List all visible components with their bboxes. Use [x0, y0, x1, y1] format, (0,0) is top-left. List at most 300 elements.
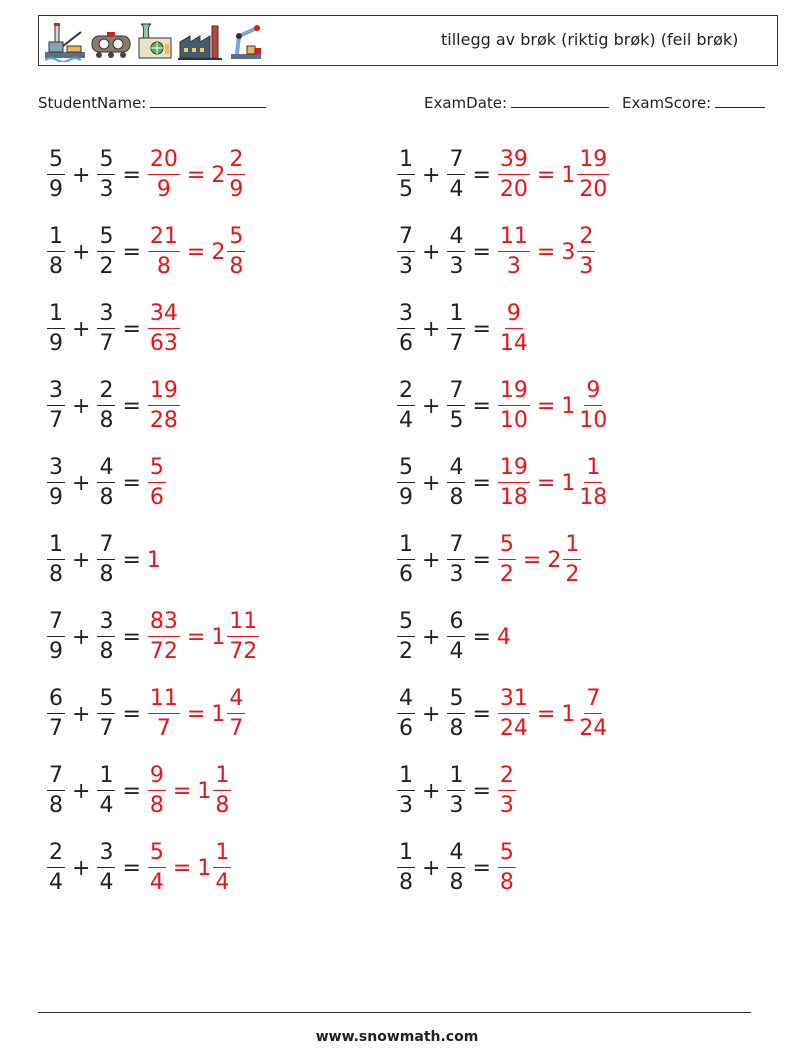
denominator: 4: [449, 177, 464, 202]
numerator: 5: [47, 149, 65, 175]
answer-fraction: [148, 226, 180, 278]
problem-row: [396, 217, 596, 287]
plus-sign: +: [72, 701, 91, 727]
denominator: 20: [579, 177, 608, 202]
plus-sign: +: [72, 778, 91, 804]
numerator: 19: [498, 380, 530, 406]
denominator: 3: [449, 254, 464, 279]
answer: [147, 149, 246, 201]
numerator: 11: [227, 611, 259, 637]
numerator: 2: [397, 380, 415, 406]
answer-equals-sign: =: [536, 239, 556, 265]
numerator: 2: [498, 765, 516, 791]
denominator: 18: [579, 485, 608, 510]
mixed-fraction: [577, 688, 609, 740]
numerator: 1: [47, 303, 65, 329]
numerator: 31: [498, 688, 530, 714]
plus-sign: +: [72, 316, 91, 342]
numerator: 3: [97, 611, 115, 637]
numerator: 7: [397, 226, 415, 252]
denominator: 6: [149, 485, 164, 510]
answer-fraction: [148, 611, 180, 663]
fraction-a: [397, 534, 415, 586]
denominator: 9: [229, 177, 244, 202]
mixed-fraction: [577, 226, 595, 278]
mixed-fraction: [227, 688, 245, 740]
answer-integer: 4: [496, 624, 511, 650]
numerator: 83: [148, 611, 180, 637]
tank-train-icon: [90, 20, 132, 62]
equals-sign: =: [122, 547, 141, 573]
denominator: 10: [579, 408, 608, 433]
denominator: 2: [399, 639, 413, 664]
numerator: 7: [584, 688, 602, 714]
mixed-fraction: [227, 149, 245, 201]
student-name-blank[interactable]: [150, 93, 266, 108]
denominator: 18: [499, 485, 528, 510]
fraction-b: [447, 380, 465, 432]
numerator: 5: [397, 611, 415, 637]
fraction-b: [97, 380, 115, 432]
numerator: 7: [47, 611, 65, 637]
problem-row: [396, 679, 610, 749]
numerator: 4: [397, 688, 415, 714]
fraction-b: [447, 688, 465, 740]
numerator: 2: [47, 842, 65, 868]
numerator: 5: [97, 688, 115, 714]
equals-sign: =: [472, 239, 491, 265]
answer-equals-sign: =: [522, 547, 542, 573]
fraction-a: [47, 149, 65, 201]
denominator: 8: [449, 870, 464, 895]
fraction-a: [397, 303, 415, 355]
plus-sign: +: [422, 624, 441, 650]
numerator: 34: [148, 303, 180, 329]
equals-sign: =: [122, 778, 141, 804]
numerator: 1: [397, 765, 415, 791]
numerator: 3: [97, 303, 115, 329]
answer: [147, 548, 161, 573]
numerator: 9: [148, 765, 166, 791]
numerator: 9: [584, 380, 602, 406]
mixed-whole: 1: [561, 470, 576, 496]
numerator: 9: [505, 303, 523, 329]
problem-row: [396, 833, 517, 903]
plus-sign: +: [72, 470, 91, 496]
answer-fraction: [498, 688, 530, 740]
fraction-b: [447, 534, 465, 586]
numerator: 1: [97, 765, 115, 791]
numerator: 1: [213, 765, 231, 791]
denominator: 9: [156, 177, 171, 202]
fraction-b: [97, 842, 115, 894]
denominator: 8: [99, 562, 114, 587]
plus-sign: +: [72, 393, 91, 419]
denominator: 2: [99, 254, 114, 279]
mixed-whole: 1: [197, 855, 212, 881]
equals-sign: =: [472, 393, 491, 419]
denominator: 4: [49, 870, 63, 895]
numerator: 5: [498, 534, 516, 560]
answer-fraction: [148, 303, 180, 355]
answer-fraction: [148, 765, 166, 817]
equals-sign: =: [122, 393, 141, 419]
exam-date-blank[interactable]: [511, 93, 609, 108]
equals-sign: =: [122, 470, 141, 496]
fraction-a: [47, 765, 65, 817]
denominator: 8: [149, 793, 164, 818]
fraction-a: [47, 226, 65, 278]
fraction-a: [47, 303, 65, 355]
numerator: 6: [47, 688, 65, 714]
denominator: 72: [229, 639, 258, 664]
denominator: 2: [565, 562, 580, 587]
numerator: 1: [397, 534, 415, 560]
equals-sign: =: [122, 701, 141, 727]
denominator: 6: [399, 716, 413, 741]
plus-sign: +: [72, 855, 91, 881]
fraction-b: [447, 842, 465, 894]
denominator: 24: [499, 716, 528, 741]
mixed-whole: 2: [211, 239, 226, 265]
problem-row: [46, 833, 232, 903]
answer: [497, 149, 610, 201]
denominator: 63: [149, 331, 178, 356]
numerator: 21: [148, 226, 180, 252]
numerator: 1: [397, 842, 415, 868]
footer-url: www.snowmath.com: [315, 1029, 479, 1045]
mixed-whole: 3: [561, 239, 576, 265]
fraction-a: [47, 611, 65, 663]
numerator: 7: [47, 765, 65, 791]
answer-fraction: [148, 842, 166, 894]
equals-sign: =: [122, 855, 141, 881]
worksheet-title: tillegg av brøk (riktig brøk) (feil brøk): [441, 30, 739, 49]
equals-sign: =: [122, 162, 141, 188]
denominator: 8: [215, 793, 230, 818]
fraction-a: [397, 688, 415, 740]
denominator: 8: [499, 870, 514, 895]
answer-equals-sign: =: [172, 778, 192, 804]
answer: [497, 303, 531, 355]
numerator: 7: [447, 534, 465, 560]
plus-sign: +: [422, 547, 441, 573]
denominator: 4: [449, 639, 464, 664]
numerator: 11: [148, 688, 180, 714]
denominator: 7: [49, 716, 63, 741]
mixed-fraction: [227, 226, 245, 278]
problem-row: [396, 448, 610, 518]
numerator: 1: [397, 149, 415, 175]
denominator: 7: [449, 331, 464, 356]
denominator: 3: [499, 793, 514, 818]
denominator: 7: [99, 716, 114, 741]
denominator: 3: [506, 254, 521, 279]
numerator: 5: [97, 226, 115, 252]
mixed-fraction: [577, 457, 609, 509]
answer: [497, 688, 610, 740]
plus-sign: +: [422, 239, 441, 265]
denominator: 5: [399, 177, 413, 202]
fraction-b: [447, 765, 465, 817]
denominator: 3: [399, 793, 413, 818]
problem-row: [396, 756, 517, 826]
fraction-b: [97, 457, 115, 509]
denominator: 8: [229, 254, 244, 279]
fraction-a: [47, 842, 65, 894]
numerator: 20: [148, 149, 180, 175]
numerator: 4: [447, 842, 465, 868]
answer-fraction: [148, 688, 180, 740]
mixed-whole: 1: [561, 701, 576, 727]
denominator: 28: [149, 408, 178, 433]
fraction-a: [397, 842, 415, 894]
denominator: 8: [49, 793, 63, 818]
power-plant-icon: [135, 20, 175, 62]
answer: [497, 457, 610, 509]
footer-divider: [38, 1012, 751, 1013]
denominator: 24: [579, 716, 608, 741]
denominator: 3: [449, 793, 464, 818]
denominator: 14: [499, 331, 528, 356]
fraction-b: [447, 149, 465, 201]
problem-row: [46, 371, 181, 441]
plus-sign: +: [72, 624, 91, 650]
numerator: 7: [97, 534, 115, 560]
answer-fraction: [498, 842, 516, 894]
numerator: 3: [97, 842, 115, 868]
header-icons: [43, 20, 267, 62]
numerator: 1: [47, 534, 65, 560]
fraction-b: [97, 611, 115, 663]
denominator: 9: [49, 639, 63, 664]
answer: [497, 625, 511, 650]
equals-sign: =: [472, 470, 491, 496]
numerator: 3: [47, 457, 65, 483]
plus-sign: +: [422, 855, 441, 881]
denominator: 8: [156, 254, 171, 279]
answer: [147, 303, 181, 355]
numerator: 5: [97, 149, 115, 175]
answer-fraction: [148, 380, 180, 432]
fraction-a: [397, 457, 415, 509]
plus-sign: +: [422, 701, 441, 727]
numerator: 19: [498, 457, 530, 483]
numerator: 1: [563, 534, 581, 560]
answer-fraction: [498, 534, 516, 586]
answer: [147, 380, 181, 432]
mixed-fraction: [577, 380, 609, 432]
denominator: 4: [399, 408, 413, 433]
denominator: 10: [499, 408, 528, 433]
numerator: 4: [97, 457, 115, 483]
answer: [147, 457, 167, 509]
numerator: 39: [498, 149, 530, 175]
answer-fraction: [148, 457, 166, 509]
denominator: 3: [399, 254, 413, 279]
numerator: 5: [447, 688, 465, 714]
mixed-fraction: [227, 611, 259, 663]
answer-equals-sign: =: [536, 162, 556, 188]
answer-equals-sign: =: [186, 624, 206, 650]
answer-equals-sign: =: [536, 470, 556, 496]
denominator: 8: [99, 485, 114, 510]
answer: [147, 226, 246, 278]
problem-row: [396, 602, 511, 672]
denominator: 8: [449, 716, 464, 741]
exam-score-label: ExamScore:: [622, 94, 712, 112]
denominator: 7: [99, 331, 114, 356]
problem-row: [46, 679, 246, 749]
denominator: 6: [399, 562, 413, 587]
answer-fraction: [498, 457, 530, 509]
problem-row: [396, 371, 610, 441]
mixed-whole: 1: [211, 624, 226, 650]
problem-row: [46, 217, 246, 287]
equals-sign: =: [472, 162, 491, 188]
denominator: 2: [499, 562, 514, 587]
equals-sign: =: [122, 316, 141, 342]
numerator: 5: [397, 457, 415, 483]
equals-sign: =: [122, 624, 141, 650]
oil-rig-icon: [43, 20, 87, 62]
mixed-fraction: [213, 765, 231, 817]
answer: [147, 611, 260, 663]
denominator: 7: [229, 716, 244, 741]
answer: [147, 765, 232, 817]
fraction-b: [97, 149, 115, 201]
equals-sign: =: [122, 239, 141, 265]
answer: [497, 226, 596, 278]
mixed-whole: 2: [211, 162, 226, 188]
numerator: 4: [447, 226, 465, 252]
answer-fraction: [498, 149, 530, 201]
numerator: 11: [498, 226, 530, 252]
numerator: 5: [148, 457, 166, 483]
denominator: 8: [399, 870, 413, 895]
fraction-b: [447, 226, 465, 278]
exam-score-field[interactable]: [622, 93, 765, 112]
numerator: 4: [227, 688, 245, 714]
denominator: 3: [99, 177, 114, 202]
fraction-a: [397, 611, 415, 663]
answer-equals-sign: =: [186, 239, 206, 265]
numerator: 1: [447, 765, 465, 791]
answer-fraction: [498, 303, 530, 355]
numerator: 7: [447, 149, 465, 175]
fraction-b: [97, 534, 115, 586]
denominator: 8: [49, 254, 63, 279]
fraction-a: [47, 534, 65, 586]
answer-equals-sign: =: [186, 701, 206, 727]
denominator: 9: [49, 485, 63, 510]
answer-integer: 1: [146, 547, 161, 573]
fraction-a: [47, 457, 65, 509]
mixed-whole: 1: [197, 778, 212, 804]
mixed-whole: 1: [561, 393, 576, 419]
fraction-a: [397, 226, 415, 278]
robot-arm-icon: [225, 20, 267, 62]
fraction-b: [447, 611, 465, 663]
answer: [147, 842, 232, 894]
fraction-a: [397, 149, 415, 201]
answer: [497, 765, 517, 817]
denominator: 5: [449, 408, 464, 433]
exam-date-label: ExamDate:: [424, 94, 508, 112]
answer-equals-sign: =: [172, 855, 192, 881]
answer-equals-sign: =: [186, 162, 206, 188]
fraction-b: [97, 226, 115, 278]
problem-row: [46, 525, 161, 595]
factory-icon: [178, 20, 222, 62]
mixed-whole: 2: [547, 547, 562, 573]
mixed-whole: 1: [211, 701, 226, 727]
denominator: 4: [99, 793, 114, 818]
header-box: [38, 15, 778, 66]
numerator: 2: [577, 226, 595, 252]
denominator: 8: [99, 408, 114, 433]
fraction-b: [97, 688, 115, 740]
problem-row: [46, 140, 246, 210]
numerator: 1: [584, 457, 602, 483]
answer-equals-sign: =: [536, 393, 556, 419]
numerator: 19: [577, 149, 609, 175]
problem-row: [46, 602, 260, 672]
denominator: 72: [149, 639, 178, 664]
denominator: 4: [99, 870, 114, 895]
problem-row: [46, 294, 181, 364]
answer-fraction: [498, 765, 516, 817]
denominator: 9: [399, 485, 413, 510]
plus-sign: +: [72, 547, 91, 573]
denominator: 8: [99, 639, 114, 664]
numerator: 5: [148, 842, 166, 868]
fraction-b: [447, 303, 465, 355]
numerator: 2: [97, 380, 115, 406]
equals-sign: =: [472, 316, 491, 342]
denominator: 6: [399, 331, 413, 356]
exam-date-field[interactable]: [424, 93, 609, 112]
denominator: 7: [49, 408, 63, 433]
equals-sign: =: [472, 624, 491, 650]
fraction-a: [47, 380, 65, 432]
plus-sign: +: [72, 162, 91, 188]
answer: [497, 534, 582, 586]
plus-sign: +: [72, 239, 91, 265]
denominator: 9: [49, 331, 63, 356]
denominator: 8: [49, 562, 63, 587]
fraction-b: [97, 303, 115, 355]
problem-row: [46, 448, 167, 518]
answer: [497, 842, 517, 894]
problem-row: [46, 756, 232, 826]
plus-sign: +: [422, 778, 441, 804]
equals-sign: =: [472, 701, 491, 727]
fraction-a: [397, 765, 415, 817]
denominator: 20: [499, 177, 528, 202]
exam-score-blank[interactable]: [715, 93, 765, 108]
student-name-field[interactable]: [38, 93, 266, 112]
answer-equals-sign: =: [536, 701, 556, 727]
plus-sign: +: [422, 162, 441, 188]
mixed-fraction: [563, 534, 581, 586]
answer-fraction: [148, 149, 180, 201]
fraction-b: [447, 457, 465, 509]
numerator: 7: [447, 380, 465, 406]
plus-sign: +: [422, 316, 441, 342]
denominator: 7: [156, 716, 171, 741]
plus-sign: +: [422, 393, 441, 419]
